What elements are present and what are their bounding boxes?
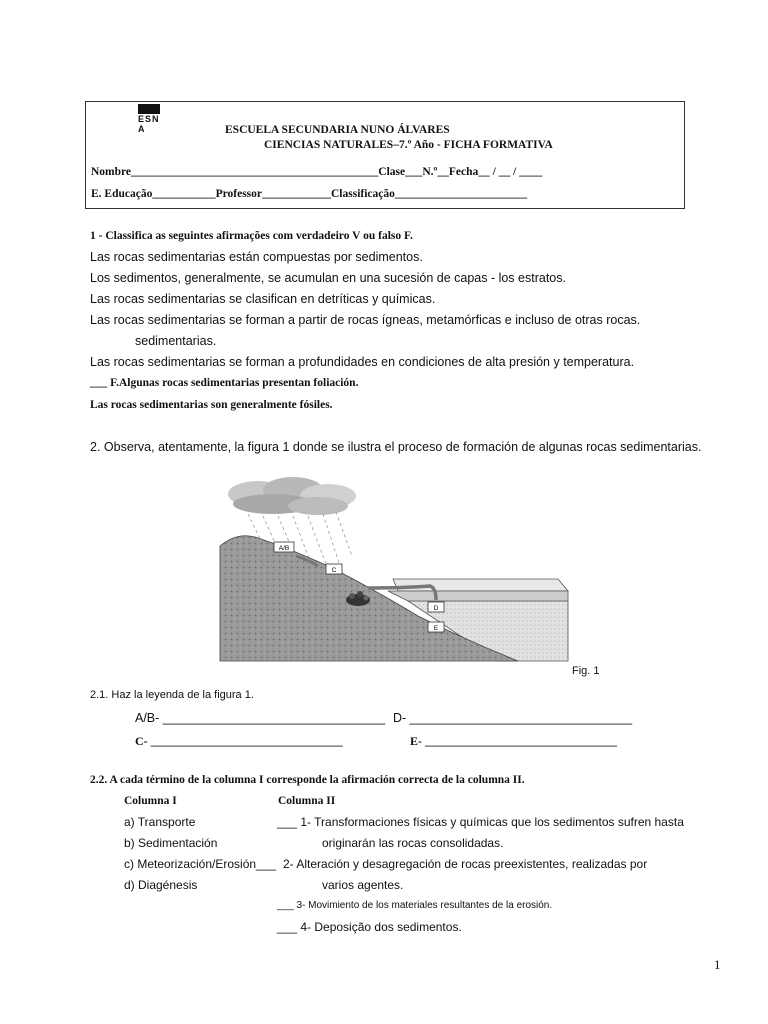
col1-item-a: a) Transporte [124,815,196,829]
legend-ab[interactable]: A/B- ________________________________ [135,711,386,725]
subject-title: CIENCIAS NATURALES–7.º Año - FICHA FORMATIVA [264,139,553,151]
col2-item-1: ___ 1- Transformaciones físicas y químicas que los sedimentos sufren hasta [277,815,684,829]
label-ab [274,542,294,552]
col1-item-b: b) Sedimentación [124,836,218,850]
svg-text:E: E [433,625,439,632]
q1-item-6: ___ F.Algunas rocas sedimentarias presentan foliación. [90,377,359,389]
logo-text: ESNA [138,114,160,134]
svg-text:D: D [433,605,439,612]
q21-title: 2.1. Haz la leyenda de la figura 1. [90,689,254,701]
col1-header: Columna I [124,795,177,807]
page-number: 1 [714,957,721,972]
col1-item-d: d) Diagénesis [124,878,198,892]
legend-e[interactable]: E- ________________________________ [410,734,617,748]
school-logo [138,104,160,136]
col1-item-c: c) Meteorización/Erosión___ [124,857,277,871]
cloud-icon [228,477,356,515]
col2-item-2: 2- Alteración y desagregación de rocas preexistentes, realizadas por [283,857,648,871]
water-layer [388,591,568,601]
svg-text:A/B: A/B [278,545,290,552]
col2-item-2-cont: varios agentes. [322,878,404,892]
header-box [85,101,685,209]
q1-title: 1 - Classifica as seguintes afirmações com verdadeiro V ou falso F. [90,230,413,242]
label-e [428,622,444,632]
q1-item-4: Las rocas sedimentarias se forman a partir de rocas ígneas, metamórficas e incluso de otras rocas. [90,313,641,327]
col2-header: Columna II [278,795,336,807]
label-d [428,602,444,612]
legend-c[interactable]: C- ________________________________ [135,734,343,748]
q22-title: 2.2. A cada término de la columna I corresponde la afirmación correcta de la columna II. [90,774,525,786]
figure-1 [218,476,578,676]
q1-item-7: Las rocas sedimentarias son generalmente fósiles. [90,399,333,411]
legend-d[interactable]: D- ________________________________ [393,711,633,725]
col2-item-3: ___ 3- Movimiento de los materiales resultantes de la erosión. [277,900,553,911]
col2-item-4: ___ 4- Deposição dos sedimentos. [277,920,462,934]
q2-intro: 2. Observa, atentamente, la figura 1 donde se ilustra el proceso de formación de algunas rocas sedimentarias. [90,440,702,454]
figure-caption: Fig. 1 [572,665,600,677]
col2-item-1-cont: originarán las rocas consolidadas. [322,836,504,850]
label-c [326,564,342,574]
class-info-line[interactable]: E. Educação___________Professor____________Classificação_______________________ [91,188,528,200]
q1-item-2: Los sedimentos, generalmente, se acumulan en una sucesión de capas - los estratos. [90,271,566,285]
student-info-line[interactable]: Nombre___________________________________________Clase___N.º__Fecha__ / __ / ____ [91,166,543,178]
svg-text:C: C [331,567,337,574]
q1-item-4-cont: sedimentarias. [135,334,217,348]
school-name: ESCUELA SECUNDARIA NUNO ÁLVARES [225,124,450,136]
q1-item-1: Las rocas sedimentarias están compuestas por sedimentos. [90,250,423,264]
q1-item-5: Las rocas sedimentarias se forman a profundidades en condiciones de alta presión y temperatura. [90,355,635,369]
q1-item-3: Las rocas sedimentarias se clasifican en detríticas y químicas. [90,292,436,306]
